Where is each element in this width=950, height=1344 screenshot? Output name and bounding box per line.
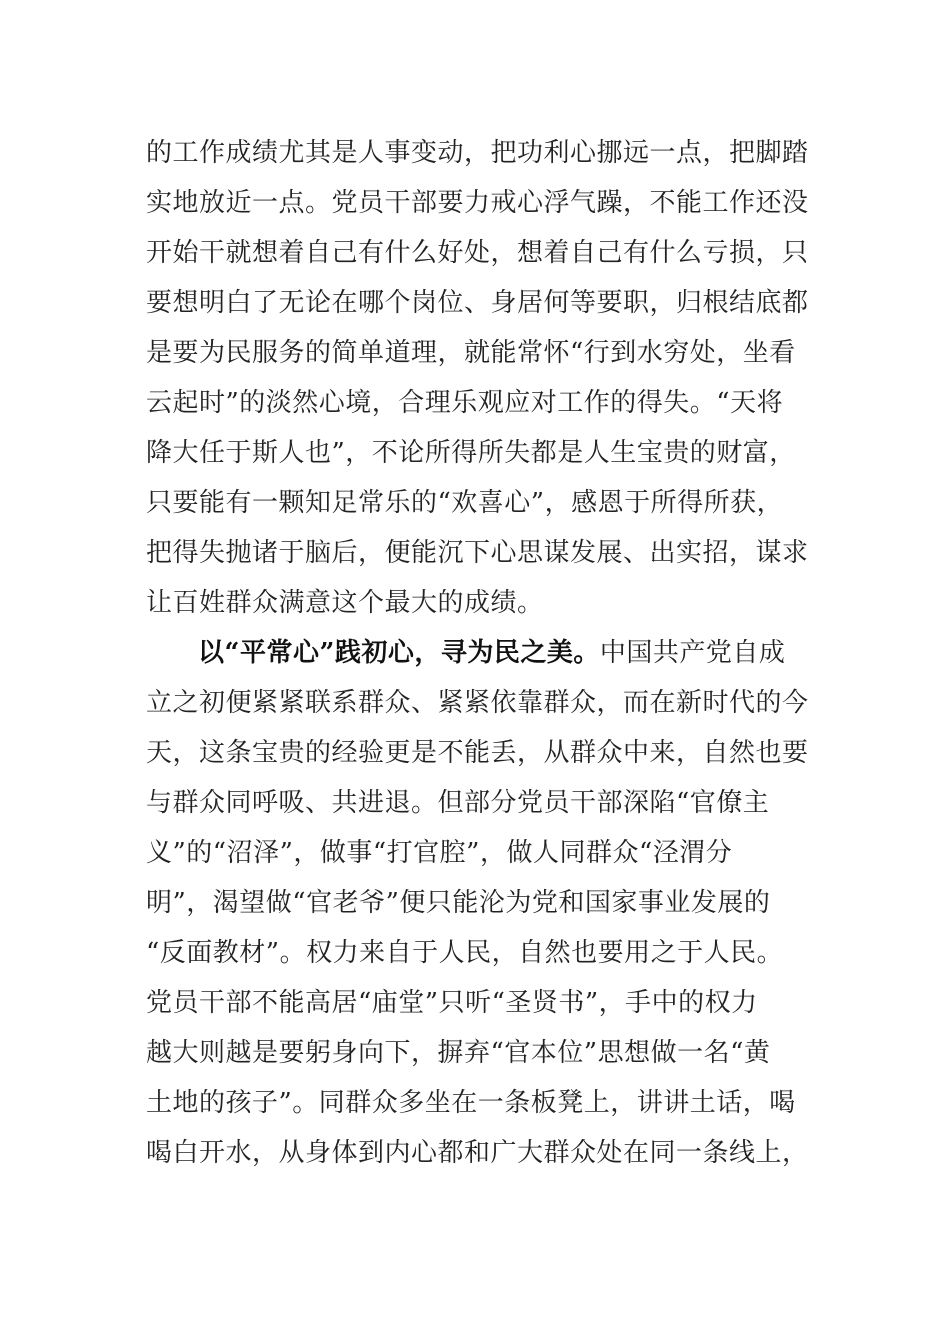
text-line: 的工作成绩尤其是人事变动，把功利心挪远一点，把脚踏 [146, 138, 809, 168]
text-line: 义”的“沼泽”，做事“打官腔”，做人同群众“泾渭分 [146, 838, 733, 868]
body-text [146, 128, 809, 1178]
text-line: 土地的孩子”。同群众多坐在一条板凳上，讲讲土话，喝 [146, 1088, 796, 1118]
text-line: 只要能有一颗知足常乐的“欢喜心”，感恩于所得所获， [146, 488, 784, 518]
text-line: 是要为民服务的简单道理，就能常怀“行到水穷处，坐看 [146, 338, 796, 368]
text-line: 立之初便紧紧联系群众、紧紧依靠群众，而在新时代的今 [146, 688, 809, 718]
text-line: 云起时”的淡然心境，合理乐观应对工作的得失。“天将 [146, 388, 784, 418]
text-line: 与群众同呼吸、共进退。但部分党员干部深陷“官僚主 [146, 788, 770, 818]
text-line: 喝白开水，从身体到内心都和广大群众处在同一条线上， [146, 1138, 809, 1168]
text-line: 实地放近一点。党员干部要力戒心浮气躁，不能工作还没 [146, 188, 809, 218]
text-line: “反面教材”。权力来自于人民，自然也要用之于人民。 [146, 938, 784, 968]
text-line: 要想明白了无论在哪个岗位、身居何等要职，归根结底都 [146, 288, 809, 318]
text-line: 开始干就想着自己有什么好处，想着自己有什么亏损，只 [146, 238, 809, 268]
text-line: 把得失抛诸于脑后，便能沉下心思谋发展、出实招，谋求 [146, 538, 809, 568]
text-line: 越大则越是要躬身向下，摒弃“官本位”思想做一名“黄 [146, 1038, 771, 1068]
text-line: 降大任于斯人也”，不论所得所失都是人生宝贵的财富， [146, 438, 796, 468]
text-line: 天，这条宝贵的经验更是不能丢，从群众中来，自然也要 [146, 738, 809, 768]
text-line: 让百姓群众满意这个最大的成绩。 [146, 588, 544, 618]
paragraph-heading: 以“平常心”践初心，寻为民之美。 [198, 638, 600, 668]
paragraph-first-line [146, 628, 786, 678]
text-line: 党员干部不能高居“庙堂”只听“圣贤书”，手中的权力 [146, 988, 758, 1018]
text-line: 明”，渴望做“官老爷”便只能沦为党和国家事业发展的 [146, 888, 771, 918]
paragraph-first-line-rest: 中国共产党自成 [599, 638, 786, 668]
